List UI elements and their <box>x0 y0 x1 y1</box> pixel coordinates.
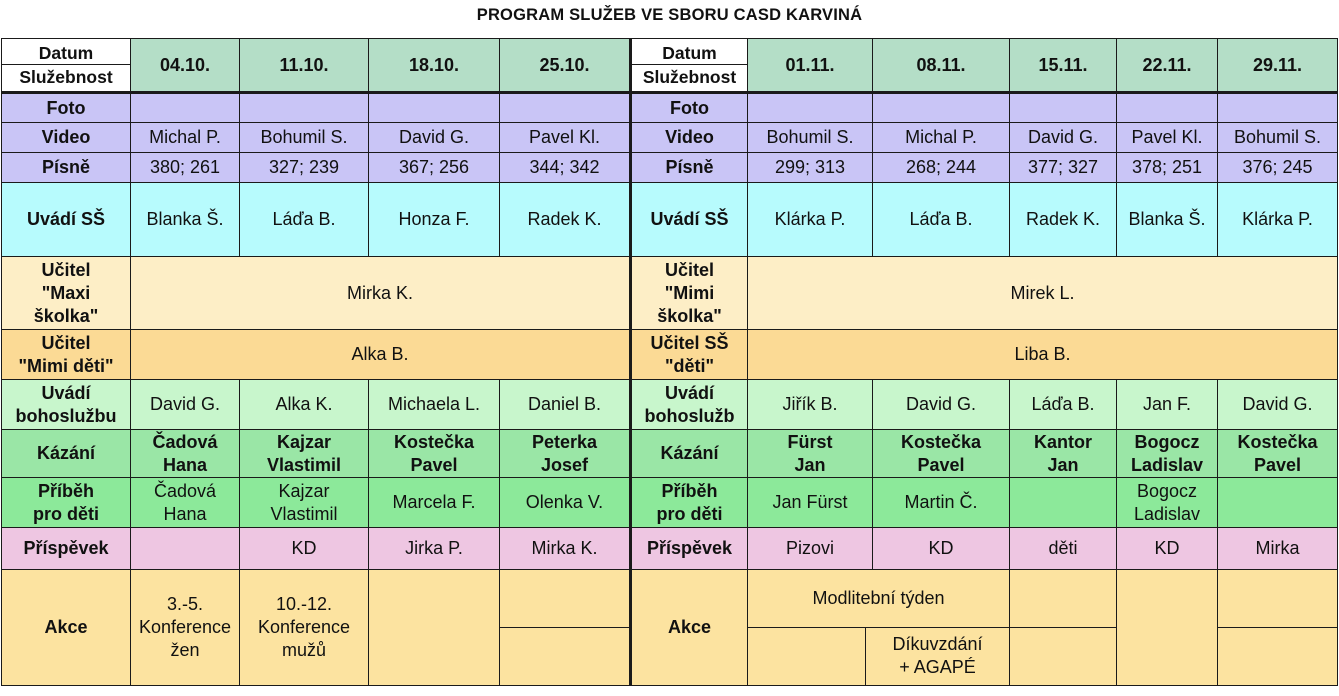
merged-cell: Mirek L. <box>748 257 1338 330</box>
table-cell: David G. <box>1010 123 1117 153</box>
ucitel-skolka-row <box>2 257 1338 330</box>
table-cell: David G. <box>1218 380 1338 430</box>
table-cell <box>1117 93 1218 123</box>
foto-row <box>2 93 1338 123</box>
table-cell: 344; 342 <box>500 153 631 183</box>
uvadi-ss-row <box>2 183 1338 257</box>
row-label-video: Video <box>631 123 748 153</box>
date-header: 22.11. <box>1117 39 1218 93</box>
kazani-row <box>2 430 1338 478</box>
row-label-prispevek: Příspěvek <box>2 528 131 570</box>
row-label-prispevek: Příspěvek <box>631 528 748 570</box>
table-cell: Bohumil S. <box>748 123 873 153</box>
date-header: 29.11. <box>1218 39 1338 93</box>
video-row <box>2 123 1338 153</box>
table-cell: Radek K. <box>500 183 631 257</box>
table-cell: 367; 256 <box>369 153 500 183</box>
table-cell <box>1010 93 1117 123</box>
table-cell <box>873 93 1010 123</box>
row-label-uvadi-bohosluzbu: Uvádí bohoslužbu <box>2 380 131 430</box>
table-cell: 10.-12. Konference mužů <box>240 570 369 686</box>
modlitebni-tyden: Modlitební týden <box>812 588 945 609</box>
table-cell <box>1010 478 1117 528</box>
row-label-foto: Foto <box>2 93 131 123</box>
table-cell: Bogocz Ladislav <box>1117 430 1218 478</box>
row-label-uvadi-bohosluzb: Uvádí bohoslužb <box>631 380 748 430</box>
table-cell: KD <box>873 528 1010 570</box>
row-label-kazani: Kázání <box>631 430 748 478</box>
table-cell: David G. <box>131 380 240 430</box>
akce-nov-split-cell <box>748 570 1010 686</box>
table-cell: Mirka <box>1218 528 1338 570</box>
table-cell: Čadová Hana <box>131 430 240 478</box>
table-cell <box>1010 570 1117 686</box>
date-header: 18.10. <box>369 39 500 93</box>
header-row <box>2 39 1338 93</box>
row-label-pisne: Písně <box>2 153 131 183</box>
row-label-video: Video <box>2 123 131 153</box>
table-cell <box>131 528 240 570</box>
table-cell <box>500 93 631 123</box>
row-label-akce: Akce <box>631 570 748 686</box>
table-cell: Martin Č. <box>873 478 1010 528</box>
row-label-akce: Akce <box>2 570 131 686</box>
table-cell: 377; 327 <box>1010 153 1117 183</box>
merged-cell: Liba B. <box>748 330 1338 380</box>
table-cell: Bohumil S. <box>1218 123 1338 153</box>
table-cell: Pavel Kl. <box>1117 123 1218 153</box>
dikuvzdani-agape: Díkuvzdání + AGAPÉ <box>892 634 983 678</box>
datum-sluzebnost-header <box>2 39 131 93</box>
table-cell: KD <box>240 528 369 570</box>
table-cell: David G. <box>369 123 500 153</box>
table-cell: Klárka P. <box>1218 183 1338 257</box>
date-header: 25.10. <box>500 39 631 93</box>
table-cell: Čadová Hana <box>131 478 240 528</box>
row-label-pribeh: Příběh pro děti <box>631 478 748 528</box>
table-cell: Bogocz Ladislav <box>1117 478 1218 528</box>
table-cell: Kostečka Pavel <box>1218 430 1338 478</box>
datum-label: Datum <box>632 42 747 65</box>
table-cell: Kantor Jan <box>1010 430 1117 478</box>
table-cell <box>1218 93 1338 123</box>
row-label-uvadi-ss: Uvádí SŠ <box>631 183 748 257</box>
table-cell: Pizovi <box>748 528 873 570</box>
prispevek-row <box>2 528 1338 570</box>
merged-cell: Alka B. <box>131 330 631 380</box>
page-title: PROGRAM SLUŽEB VE SBORU CASD KARVINÁ <box>476 6 863 24</box>
table-cell: Fürst Jan <box>748 430 873 478</box>
table-cell <box>1218 478 1338 528</box>
date-header: 11.10. <box>240 39 369 93</box>
row-label-pisne: Písně <box>631 153 748 183</box>
row-label-ucitel-ss-deti: Učitel SŠ "děti" <box>631 330 748 380</box>
table-cell: 299; 313 <box>748 153 873 183</box>
row-label-pribeh: Příběh pro děti <box>2 478 131 528</box>
table-cell <box>1117 570 1218 686</box>
table-cell: Daniel B. <box>500 380 631 430</box>
table-cell: Michal P. <box>131 123 240 153</box>
table-cell: Michaela L. <box>369 380 500 430</box>
table-cell: Honza F. <box>369 183 500 257</box>
table-cell: Pavel Kl. <box>500 123 631 153</box>
table-cell: Klárka P. <box>748 183 873 257</box>
datum-sluzebnost-header <box>631 39 748 93</box>
table-cell <box>1218 570 1338 686</box>
date-header: 15.11. <box>1010 39 1117 93</box>
table-cell: Blanka Š. <box>131 183 240 257</box>
row-label-ucitel-maxi-skolka: Učitel "Maxi školka" <box>2 257 131 330</box>
ucitel-deti-row <box>2 330 1338 380</box>
table-cell: Mirka K. <box>500 528 631 570</box>
table-cell: Radek K. <box>1010 183 1117 257</box>
pisne-row <box>2 153 1338 183</box>
datum-label: Datum <box>2 42 130 65</box>
table-cell: 3.-5. Konference žen <box>131 570 240 686</box>
table-cell: KD <box>1117 528 1218 570</box>
table-cell <box>240 93 369 123</box>
table-cell: děti <box>1010 528 1117 570</box>
row-label-foto: Foto <box>631 93 748 123</box>
table-cell: Bohumil S. <box>240 123 369 153</box>
table-cell: Michal P. <box>873 123 1010 153</box>
table-cell: Marcela F. <box>369 478 500 528</box>
table-cell: 268; 244 <box>873 153 1010 183</box>
akce-row <box>2 570 1338 686</box>
table-cell: Alka K. <box>240 380 369 430</box>
uvadi-bohosluzbu-row <box>2 380 1338 430</box>
table-cell <box>369 570 500 686</box>
table-cell: Blanka Š. <box>1117 183 1218 257</box>
table-cell: Jan Fürst <box>748 478 873 528</box>
row-label-ucitel-mimi-skolka: Učitel "Mimi školka" <box>631 257 748 330</box>
table-cell: 378; 251 <box>1117 153 1218 183</box>
date-header: 04.10. <box>131 39 240 93</box>
table-cell: Láďa B. <box>1010 380 1117 430</box>
table-cell: 376; 245 <box>1218 153 1338 183</box>
table-cell: 380; 261 <box>131 153 240 183</box>
table-cell: Kostečka Pavel <box>873 430 1010 478</box>
service-schedule-table <box>1 38 1338 686</box>
table-cell: Láďa B. <box>873 183 1010 257</box>
table-cell: Jiřík B. <box>748 380 873 430</box>
table-cell <box>500 570 631 686</box>
pribeh-row <box>2 478 1338 528</box>
table-cell: Peterka Josef <box>500 430 631 478</box>
table-cell: Kajzar Vlastimil <box>240 478 369 528</box>
date-header: 08.11. <box>873 39 1010 93</box>
table-cell: David G. <box>873 380 1010 430</box>
merged-cell: Mirka K. <box>131 257 631 330</box>
sluzebnost-label: Služebnost <box>642 66 737 87</box>
table-cell: Jirka P. <box>369 528 500 570</box>
row-label-ucitel-mimi-deti: Učitel "Mimi děti" <box>2 330 131 380</box>
table-cell: Láďa B. <box>240 183 369 257</box>
table-cell <box>748 93 873 123</box>
table-cell: Kajzar Vlastimil <box>240 430 369 478</box>
sluzebnost-label: Služebnost <box>19 66 113 87</box>
date-header: 01.11. <box>748 39 873 93</box>
table-cell: Olenka V. <box>500 478 631 528</box>
table-cell <box>369 93 500 123</box>
table-cell: Jan F. <box>1117 380 1218 430</box>
table-cell: Kostečka Pavel <box>369 430 500 478</box>
row-label-kazani: Kázání <box>2 430 131 478</box>
row-label-uvadi-ss: Uvádí SŠ <box>2 183 131 257</box>
table-cell: 327; 239 <box>240 153 369 183</box>
table-cell <box>131 93 240 123</box>
